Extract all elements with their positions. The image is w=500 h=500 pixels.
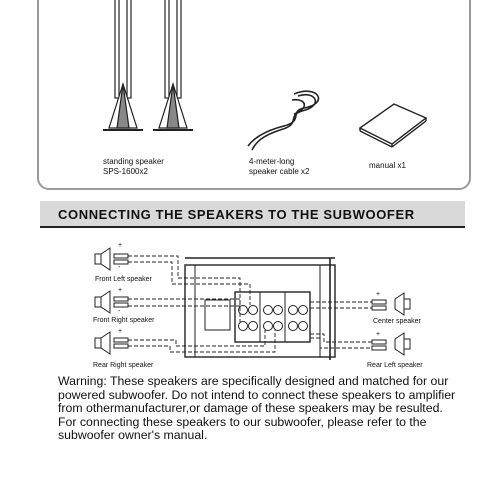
standing-speaker-caption (103, 157, 164, 177)
speaker-cable-caption (249, 157, 309, 177)
wiring-diagram (0, 240, 500, 370)
front-left-speaker-label: Front Left speaker (95, 276, 152, 283)
warning-paragraph: Warning: These speakers are specifically designed and matched for our powered subwoofer. Do not intend to connect these speakers to amplifier from othermanufacturer,or damage of these speakers may be resulted. (58, 374, 456, 415)
speaker-icons-left (95, 248, 128, 354)
manual-illustration (354, 100, 434, 150)
section-heading: CONNECTING THE SPEAKERS TO THE SUBWOOFER (58, 207, 415, 222)
plus-sign-front-left: + (118, 242, 123, 249)
warning-text (58, 375, 458, 443)
standing-speaker-label: standing speaker (103, 157, 164, 166)
rear-left-speaker-label: Rear Left speaker (367, 362, 423, 369)
speaker-cable-illustration (244, 86, 334, 156)
minus-sign-front-left: - (118, 264, 121, 271)
front-right-speaker-label: Front Right speaker (93, 317, 155, 324)
plus-sign-rear-left: + (376, 331, 381, 338)
included-parts-box (37, 0, 471, 190)
standing-speaker-illustration (101, 0, 211, 150)
speaker-cable-length: 4-meter-long (249, 157, 295, 166)
minus-sign-front-right: - (118, 308, 121, 315)
center-speaker-label: Center speaker (373, 318, 421, 325)
rear-right-speaker-label: Rear Right speaker (93, 362, 154, 369)
plus-sign-front-right: + (118, 287, 123, 294)
plus-sign-center: + (376, 291, 381, 298)
standing-speaker-model: SPS-1600x2 (103, 167, 148, 176)
instruction-paragraph: For connecting these speakers to our subwoofer, please refer to the subwoofer owner's manual. (58, 414, 427, 442)
manual-caption: manual x1 (369, 161, 406, 170)
speaker-cable-qty: speaker cable x2 (249, 167, 310, 176)
plus-sign-rear-right: + (118, 328, 123, 335)
